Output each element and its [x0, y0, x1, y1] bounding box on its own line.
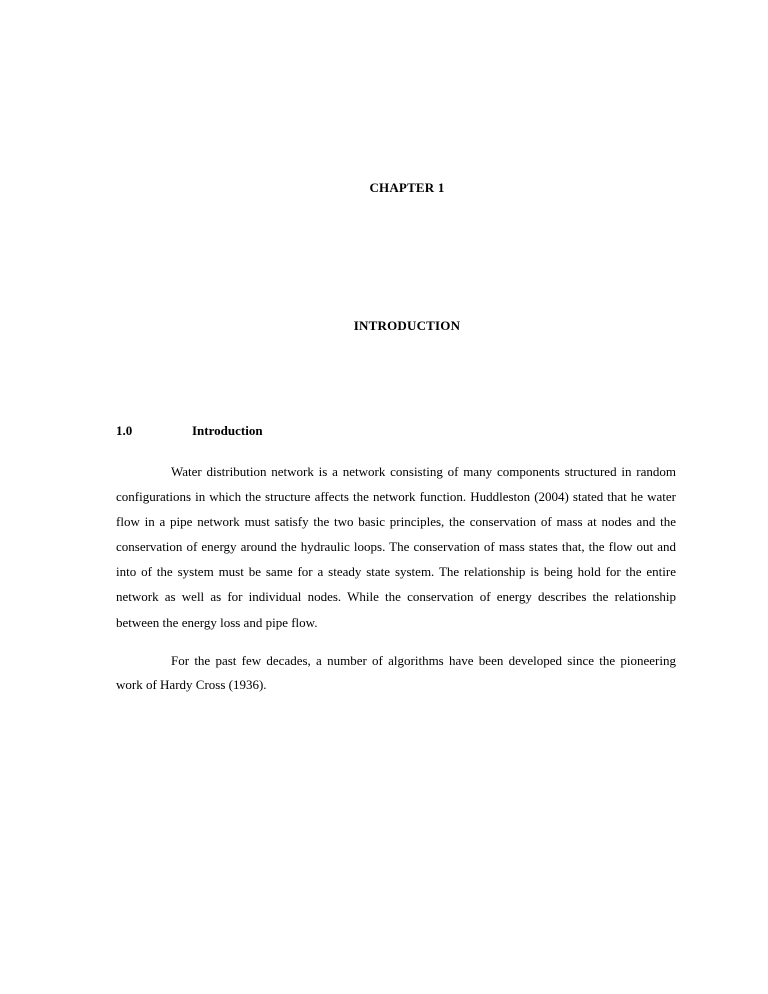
section-heading: [116, 423, 263, 439]
body-paragraph: For the past few decades, a number of algorithms have been developed since the pioneering work of Hardy Cross (1936).: [116, 653, 676, 692]
body-paragraph: Water distribution network is a network consisting of many components structured in random configurations in which the structure affects the network function. Huddleston (2004) stated that he water flow in a pipe network must satisfy the two basic principles, the conservation of mass at nodes and the conservation of energy around the hydraulic loops. The conservation of mass states that, the flow out and into of the system must be same for a steady state system. The relationship is being hold for the entire network as well as for individual nodes. While the conservation of energy describes the relationship between the energy loss and pipe flow.: [116, 464, 676, 630]
section-number: 1.0: [116, 423, 133, 438]
chapter-title: INTRODUCTION: [353, 318, 461, 333]
chapter-label: CHAPTER 1: [369, 180, 445, 195]
section-title: Introduction: [192, 423, 263, 438]
